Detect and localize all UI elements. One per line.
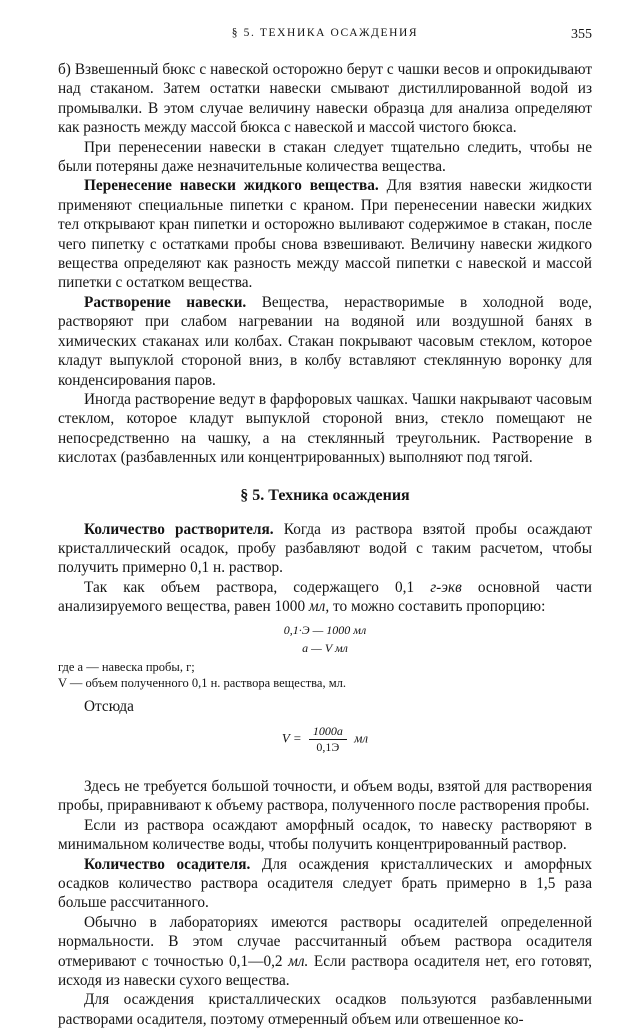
- where-block: [58, 659, 592, 691]
- paragraph-labs: [58, 913, 592, 991]
- volume-text-1: Так как объем раствора, содержащего 0,1: [84, 578, 431, 596]
- paragraph-dissolution-text: Вещества, нерастворимые в холодной воде, растворяют при слабом нагревании на водяной или воздушной банях в химических стаканах или колбах. Стакан покрывают часовым стеклом, которое кладут выпуклой стороной вниз, в колбу вставляют стеклянную воронку для конденсирования паров.: [58, 293, 592, 389]
- page-number: 355: [571, 27, 592, 42]
- paragraph-hence: Отсюда: [84, 697, 134, 715]
- volume-text-3: то можно составить пропорцию:: [329, 598, 546, 616]
- labs-text-2: Если раствора осадителя нет, его готовят, исходя из навески сухого вещества.: [58, 952, 592, 990]
- proportion-line-2: a — V мл: [302, 640, 348, 655]
- unit-geq: г-экв: [430, 578, 462, 596]
- paragraph-amorphous: Если из раствора осаждают аморфный осадок, то навеску растворяют в минимальном количестве воды, чтобы получить концентрированный раствор.: [58, 816, 592, 854]
- section-title: § 5. Техника осаждения: [240, 486, 410, 504]
- paragraph-precision: Здесь не требуется большой точности, и объем воды, взятой для растворения пробы, приравнивают к объему раствора, полученного после растворения пробы.: [58, 777, 592, 815]
- paragraph-precipitant-amount: [58, 855, 592, 913]
- unit-ml: мл,: [308, 598, 330, 616]
- formula-denominator: 0,1Э: [316, 739, 340, 754]
- formula-volume: [58, 724, 592, 755]
- paragraph-precipitant-amount-text: Для осаждения кристаллических и аморфных осадков количество раствора осадителя следует брать примерно в 1,5 раза больше рассчитанного.: [58, 855, 592, 912]
- page-body: [58, 60, 592, 1029]
- paragraph-volume: [58, 578, 592, 617]
- paragraph-solvent-amount: [58, 520, 592, 578]
- formula-numerator: 1000a: [309, 724, 347, 740]
- term-solvent-amount: Количество растворителя.: [84, 520, 274, 538]
- paragraph-solvent-amount-text: Когда из раствора взятой пробы осаждают кристаллический осадок, пробу разбавляют водой с таким расчетом, чтобы получить примерно 0,1 н. раствор.: [58, 520, 592, 577]
- paragraph-porcelain: Иногда растворение ведут в фарфоровых чашках. Чашки накрывают часовым стеклом, которое кладут выпуклой стороной вниз, стекло помещают не непосредственно на чашку, а на стеклянный треугольник. Растворение в кислотах (разбавленных или концентрированных) выполняют под тягой.: [58, 390, 592, 467]
- paragraph-liquid-sample-text: Для взятия навески жидкости применяют специальные пипетки с краном. При перенесении навески жидких тел открывают кран пипетки и осторожно выливают содержимое в стакан, после чего пипетку с остатками пробы снова взвешивают. Величину навески жидкого вещества определяют как разность между массой пипетки с навеской и массой пипетки с остатком вещества.: [58, 177, 592, 292]
- paragraph-dilute: Для осаждения кристаллических осадков пользуются разбавленными растворами осадителя, поэтому отмеренный объем или отвешенное ко-: [58, 991, 592, 1028]
- term-dissolution: Растворение навески.: [84, 293, 247, 311]
- labs-text-1: Обычно в лабораториях имеются растворы осадителей определенной нормальности. В этом случае рассчитанный объем раствора осадителя отмеривают с точностью 0,1—0,2: [58, 913, 592, 970]
- formula-lhs: V =: [281, 730, 302, 746]
- paragraph-liquid-sample: [58, 176, 592, 292]
- proportion-line-1: 0,1·Э — 1000 мл: [283, 622, 367, 637]
- term-liquid-sample: Перенесение навески жидкого вещества.: [84, 177, 379, 195]
- running-title: § 5. ТЕХНИКА ОСАЖДЕНИЯ: [231, 27, 419, 39]
- where-line-v: V — объем полученного 0,1 н. раствора вещества, мл.: [58, 675, 346, 690]
- labs-unit-ml: мл.: [288, 952, 309, 970]
- formula-fraction: [309, 724, 347, 755]
- formula-unit: мл: [354, 730, 369, 746]
- paragraph-weighing-bottle: б) Взвешенный бюкс с навеской осторожно берут с чашки весов и опрокидывают над стаканом. Затем остатки навески смывают дистиллированной водой из промывалки. В этом случае величину навески образца для анализа определяют как разность между массой бюкса с навеской и массой чистого бюкса.: [58, 61, 592, 137]
- volume-text-2: основной части анализируемого вещества, равен 1000: [58, 578, 592, 616]
- running-header: [58, 27, 592, 45]
- term-precipitant-amount: Количество осадителя.: [84, 855, 251, 873]
- paragraph-dissolution: [58, 293, 592, 390]
- paragraph-caution: При перенесении навески в стакан следует тщательно следить, чтобы не были потеряны даже незначительные количества вещества.: [58, 138, 592, 176]
- where-line-a: где a — навеска пробы, г;: [58, 659, 195, 674]
